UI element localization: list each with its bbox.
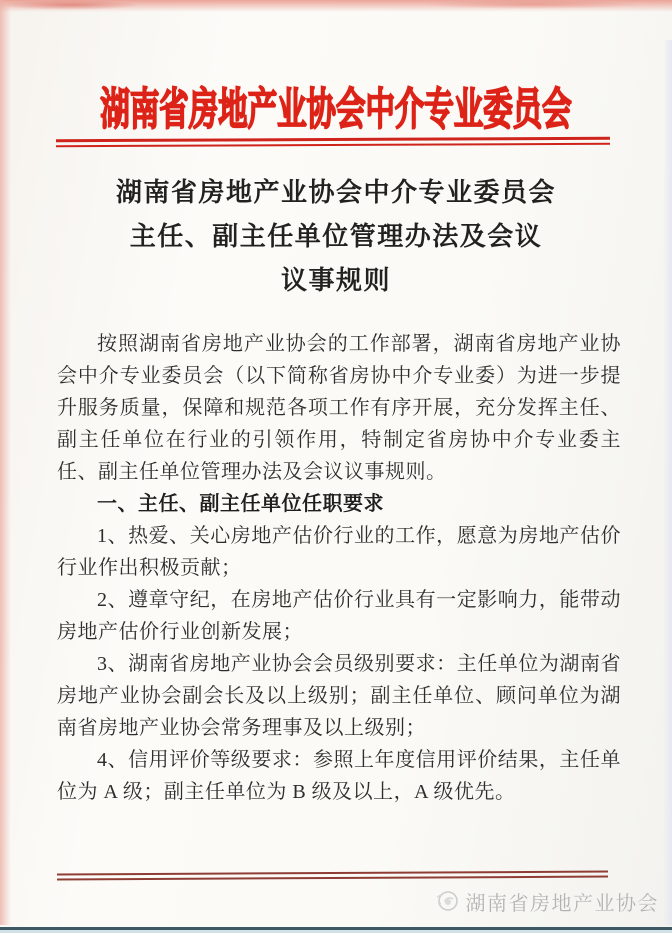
photo-edge-top — [0, 0, 672, 12]
document-title-line-1: 湖南省房地产业协会中介专业委员会 — [115, 178, 556, 207]
footer-divider — [57, 871, 608, 881]
watermark-text: 湖南省房地产业协会 — [465, 892, 659, 915]
letterhead-title: 湖南省房地产业协会中介专业委员会 — [100, 84, 572, 135]
document-title-line-2: 主任、副主任单位管理办法及会议 — [129, 222, 543, 251]
section1-item-1: 1、热爱、关心房地产估价行业的工作，愿意为房地产估价行业作出积极贡献； — [57, 525, 621, 579]
footer-watermark — [0, 886, 659, 916]
document-body — [57, 328, 621, 808]
photo-edge-left — [0, 0, 11, 925]
document-title-line-3: 议事规则 — [280, 266, 391, 295]
letterhead-divider — [56, 137, 610, 147]
section1-item-2: 2、遵章守纪，在房地产估价行业具有一定影响力，能带动房地产估价行业创新发展； — [57, 589, 621, 643]
document-title — [56, 171, 616, 303]
letterhead-banner — [0, 73, 672, 135]
section1-item-3: 3、湖南省房地产业协会会员级别要求：主任单位为湖南省房地产业协会副会长及以上级别；副主任单位、顾问单位为湖南省房地产业协会常务理事及以上级别； — [57, 653, 621, 739]
section1-item-4: 4、信用评价等级要求：参照上年度信用评价结果，主任单位为 A 级；副主任单位为 B 级及以上，A 级优先。 — [57, 749, 621, 803]
intro-paragraph: 按照湖南省房地产业协会的工作部署，湖南省房地产业协会中介专业委员会（以下简称省房协中介专业委）为进一步提升服务质量，保障和规范各项工作有序开展，充分发挥主任、副主任单位在行业的引领作用，特制定省房协中介专业委主任、副主任单位管理办法及会议议事规则。 — [57, 333, 621, 483]
photo-edge-right — [663, 40, 672, 925]
section1-heading: 一、主任、副主任单位任职要求 — [97, 493, 384, 515]
association-logo-icon — [435, 889, 459, 913]
